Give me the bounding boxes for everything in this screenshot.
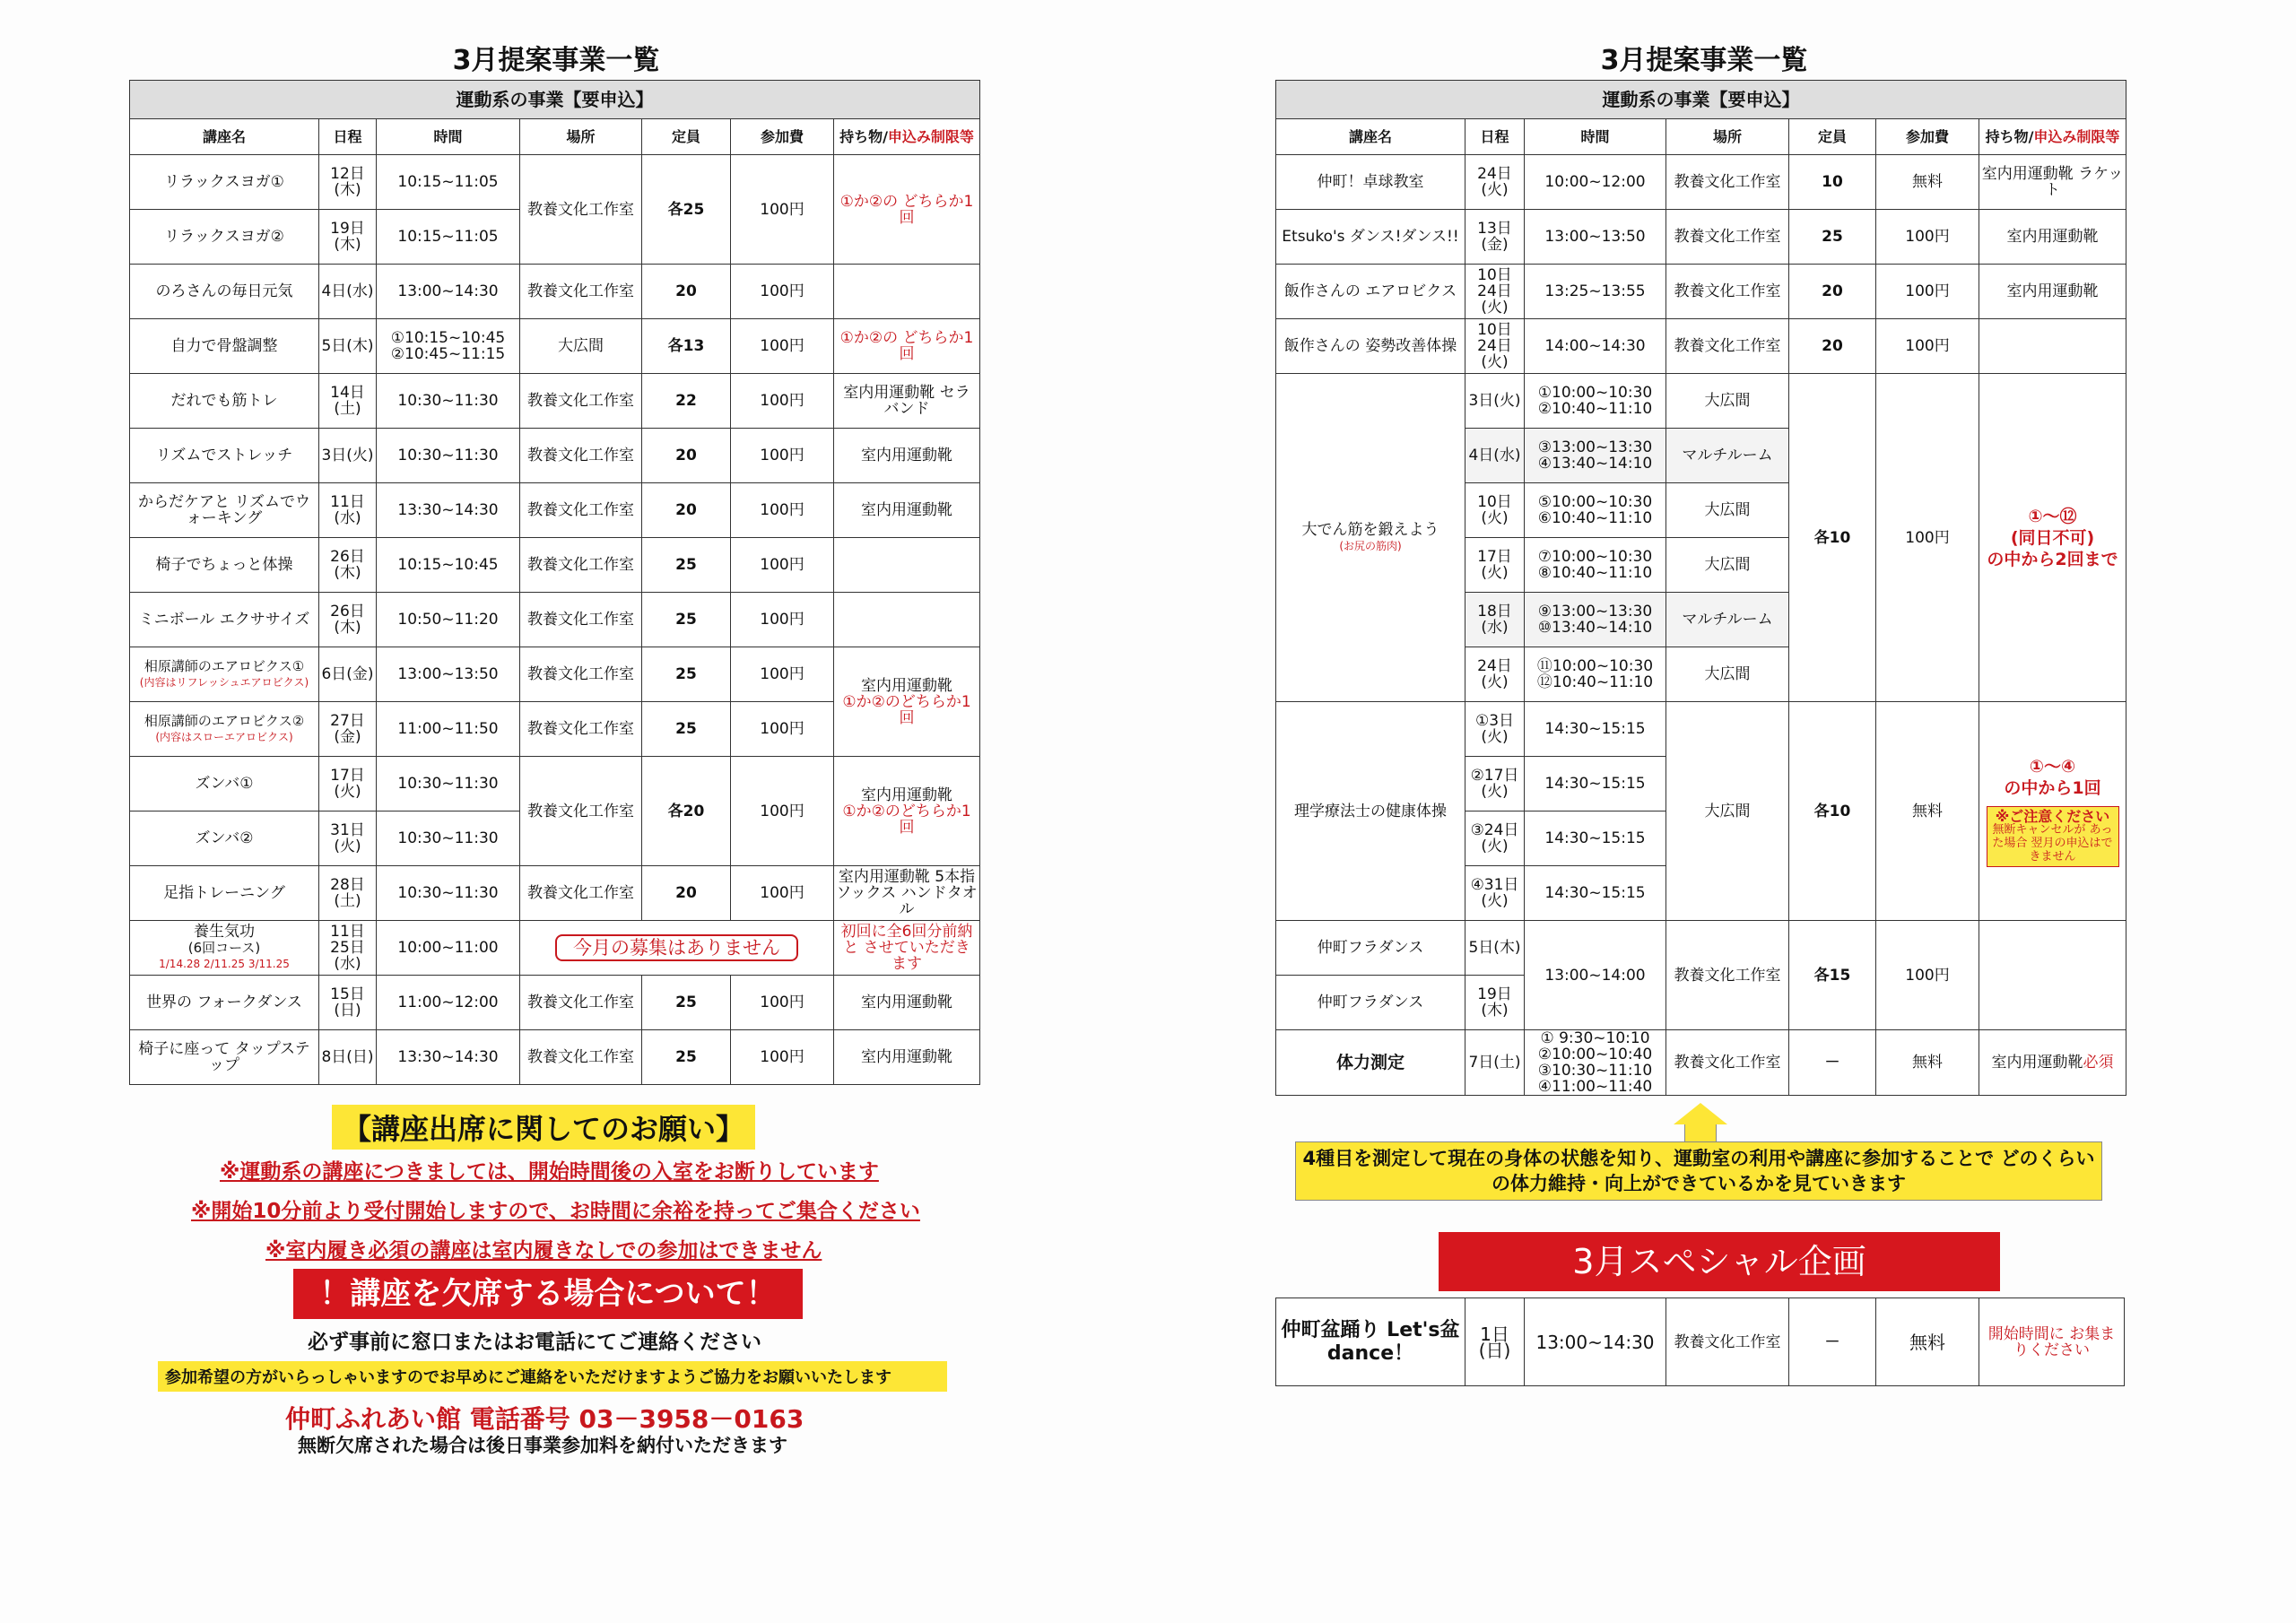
table-row: ズンバ② 31日(火) 10:30~11:30 <box>130 812 980 866</box>
right-schedule-table <box>1275 80 2126 1096</box>
header-fee: 参加費 <box>731 119 834 155</box>
table-row: リラックスヨガ① 12日(木) 10:15~11:05 教養文化工作室 各25 100円 ①か②の どちらか1回 <box>130 155 980 210</box>
table-row: ④31日(火) 14:30~15:15 <box>1276 866 2126 921</box>
arrow-stem <box>1684 1124 1717 1142</box>
table-row: 体力測定 7日(土) ① 9:30~10:10 ②10:00~10:40 ③10:30~11:10 ④11:00~11:40 教養文化工作室 － 無料 室内用運動靴必須 <box>1276 1030 2126 1096</box>
header-capacity: 定員 <box>1789 119 1876 155</box>
right-band-title: 運動系の事業【要申込】 <box>1276 81 2126 119</box>
table-row: 足指トレーニング 28日(土) 10:30~11:30 教養文化工作室 20 100円 室内用運動靴 5本指ソックス ハンドタオル <box>130 866 980 921</box>
fitness-note: 4種目を測定して現在の身体の状態を知り、運動室の利用や講座に参加することで どのくらいの体力維持・向上ができているかを見ていきます <box>1295 1141 2102 1201</box>
table-row: 相原講師のエアロビクス② (内容はスローエアロビクス) 27日(金) 11:00~11:50 教養文化工作室 25 100円 <box>130 702 980 757</box>
table-row: 飯作さんの 姿勢改善体操 10日 24日(火) 14:00~14:30 教養文化工作室 20 100円 <box>1276 319 2126 374</box>
cancel-warning: ※ご注意ください 無断キャンセルが あった場合 翌月の申込はできません <box>1987 806 2119 867</box>
contact-phone: 仲町ふれあい館 電話番号 03－3958－0163 <box>285 1404 804 1434</box>
table-row: 椅子でちょっと体操 26日(木) 10:15~10:45 教養文化工作室 25 100円 <box>130 538 980 593</box>
left-page-title: 3月提案事業一覧 <box>452 45 660 76</box>
request-line-3: ※室内履き必須の講座は室内履きなしでの参加はできません <box>265 1239 822 1263</box>
table-row: 養生気功 (6回コース) 1/14.28 2/11.25 3/11.25 11日 25日(水) 10:00~11:00 今月の募集はありません 初回に全6回分前納と させていただきます <box>130 921 980 976</box>
table-row: ミニボール エクササイズ 26日(木) 10:50~11:20 教養文化工作室 25 100円 <box>130 593 980 647</box>
table-row: ②17日(火) 14:30~15:15 <box>1276 757 2126 812</box>
table-row: ズンバ① 17日(火) 10:30~11:30 教養文化工作室 各20 100円 室内用運動靴 ①か②のどちらか1回 <box>130 757 980 812</box>
header-time: 時間 <box>1525 119 1666 155</box>
header-name: 講座名 <box>1276 119 1465 155</box>
table-row: 相原講師のエアロビクス① (内容はリフレッシュエアロビクス) 6日(金) 13:00~13:50 教養文化工作室 25 100円 室内用運動靴 ①か②のどちらか1回 <box>130 647 980 702</box>
table-row: だれでも筋トレ 14日(土) 10:30~11:30 教養文化工作室 22 100円 室内用運動靴 セラバンド <box>130 374 980 429</box>
table-row: 理学療法士の健康体操 ①3日(火) 14:30~15:15 大広間 各10 無料 ①～④ の中から1回 ※ご注意ください 無断キャンセルが あった場合 翌月の申込はできません <box>1276 702 2126 757</box>
table-row: 仲町！卓球教室 24日(火) 10:00~12:00 教養文化工作室 10 無料 室内用運動靴 ラケット <box>1276 155 2126 210</box>
absence-title: ！講座を欠席する場合について！ <box>293 1269 803 1319</box>
table-row: 大でん筋を鍛えよう (お尻の筋肉) 3日(火) ①10:00~10:30 ②10:40~11:10 大広間 各10 100円 ①～⑫ (同日不可) の中から2回まで <box>1276 374 2126 429</box>
header-capacity: 定員 <box>642 119 731 155</box>
table-row: 24日(火) ⑪10:00~10:30 ⑫10:40~11:10 大広間 <box>1276 647 2126 702</box>
arrow-up-icon <box>1674 1103 1727 1124</box>
table-row: リラックスヨガ② 19日(木) 10:15~11:05 <box>130 210 980 265</box>
request-line-2: ※開始10分前より受付開始しますので、お時間に余裕を持ってご集合ください <box>191 1200 920 1223</box>
table-row: ③24日(火) 14:30~15:15 <box>1276 812 2126 866</box>
table-row: からだケアと リズムでウォーキング 11日(水) 13:30~14:30 教養文化工作室 20 100円 室内用運動靴 <box>130 483 980 538</box>
right-page-title: 3月提案事業一覧 <box>1600 45 1808 76</box>
left-band-title: 運動系の事業【要申込】 <box>130 81 980 119</box>
header-date: 日程 <box>1465 119 1525 155</box>
special-title: 3月スペシャル企画 <box>1439 1232 2000 1291</box>
table-row: 仲町フラダンス 5日(木) 13:00~14:00 教養文化工作室 各15 100円 <box>1276 921 2126 976</box>
header-place: 場所 <box>1666 119 1789 155</box>
table-row: 10日(火) ⑤10:00~10:30 ⑥10:40~11:10 大広間 <box>1276 483 2126 538</box>
table-row: 18日(水) ⑨13:00~13:30 ⑩13:40~14:10 マルチルーム <box>1276 593 2126 647</box>
request-title: 【講座出席に関してのお願い】 <box>332 1105 755 1150</box>
table-row: 飯作さんの エアロビクス 10日 24日(火) 13:25~13:55 教養文化工作室 20 100円 室内用運動靴 <box>1276 265 2126 319</box>
table-row: 4日(水) ③13:00~13:30 ④13:40~14:10 マルチルーム <box>1276 429 2126 483</box>
table-row: リズムでストレッチ 3日(火) 10:30~11:30 教養文化工作室 20 100円 室内用運動靴 <box>130 429 980 483</box>
absence-line: 必ず事前に窓口またはお電話にてご連絡ください <box>308 1331 761 1354</box>
header-name: 講座名 <box>130 119 319 155</box>
table-row: 仲町盆踊り Let's盆dance！ 1日(日) 13:00~14:30 教養文化工作室 － 無料 開始時間に お集まりください <box>1276 1298 2125 1386</box>
no-recruitment-notice: 今月の募集はありません <box>555 934 798 961</box>
left-schedule-table <box>129 80 980 1085</box>
header-date: 日程 <box>319 119 377 155</box>
request-line-1: ※運動系の講座につきましては、開始時間後の入室をお断りしています <box>220 1160 879 1184</box>
header-bring: 持ち物/申込み制限等 <box>834 119 980 155</box>
header-bring: 持ち物/申込み制限等 <box>1979 119 2126 155</box>
header-place: 場所 <box>520 119 642 155</box>
table-row: 仲町フラダンス 19日(木) <box>1276 976 2126 1030</box>
table-row: 17日(火) ⑦10:00~10:30 ⑧10:40~11:10 大広間 <box>1276 538 2126 593</box>
special-table <box>1275 1298 2125 1386</box>
table-row: 世界の フォークダンス 15日(日) 11:00~12:00 教養文化工作室 25 100円 室内用運動靴 <box>130 976 980 1030</box>
absence-yellow: 参加希望の方がいらっしゃいますのでお早めにご連絡をいただけますようご協力をお願いいたします <box>158 1361 947 1392</box>
header-time: 時間 <box>377 119 520 155</box>
header-fee: 参加費 <box>1876 119 1979 155</box>
table-row: 自力で骨盤調整 5日(木) ①10:15~10:45 ②10:45~11:15 大広間 各13 100円 ①か②の どちらか1回 <box>130 319 980 374</box>
table-row: Etsuko's ダンス!ダンス!! 13日(金) 13:00~13:50 教養文化工作室 25 100円 室内用運動靴 <box>1276 210 2126 265</box>
table-row: のろさんの毎日元気 4日(水) 13:00~14:30 教養文化工作室 20 100円 <box>130 265 980 319</box>
table-row: 椅子に座って タップステップ 8日(日) 13:30~14:30 教養文化工作室 25 100円 室内用運動靴 <box>130 1030 980 1085</box>
penalty-note: 無断欠席された場合は後日事業参加料を納付いただきます <box>298 1435 787 1456</box>
